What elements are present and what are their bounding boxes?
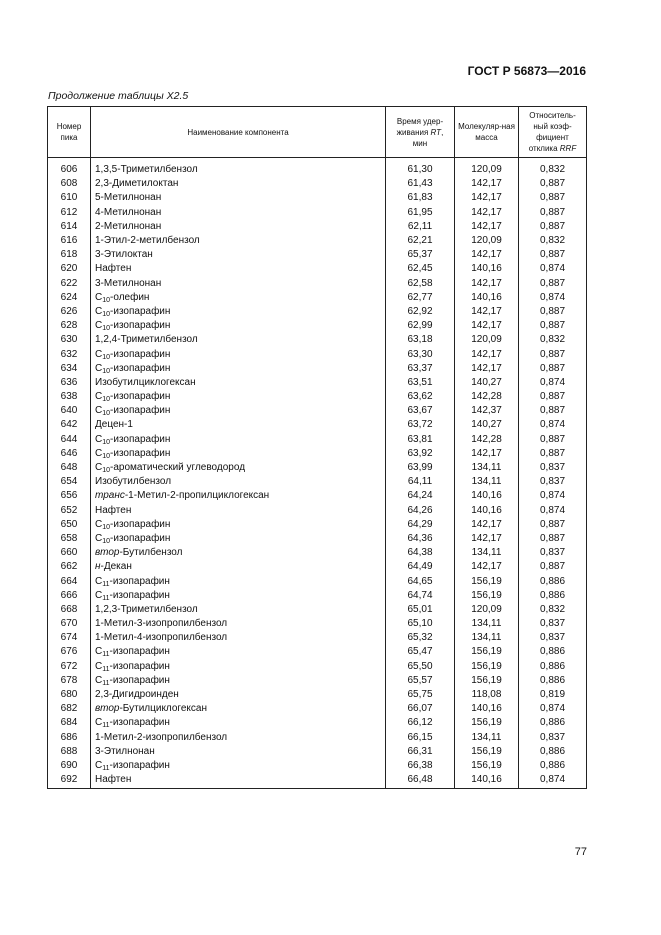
cell-rrf: 0,887 — [519, 518, 587, 532]
cell-retention-time: 63,37 — [386, 362, 455, 376]
cell-peak-number: 650 — [48, 518, 91, 532]
cell-component-name: 4-Метилнонан — [91, 206, 386, 220]
cell-component-name: 2-Метилнонан — [91, 220, 386, 234]
cell-retention-time: 62,92 — [386, 305, 455, 319]
cell-retention-time: 63,72 — [386, 418, 455, 432]
cell-rrf: 0,887 — [519, 248, 587, 262]
cell-rrf: 0,887 — [519, 560, 587, 574]
components-table — [47, 106, 587, 789]
cell-component-name: $C_{10}$-изопарафин — [91, 319, 386, 333]
cell-molar-mass: 134,11 — [455, 546, 519, 560]
cell-rrf: 0,832 — [519, 333, 587, 347]
table-row — [48, 702, 587, 716]
table-row — [48, 177, 587, 191]
table-row — [48, 191, 587, 205]
cell-molar-mass: 142,17 — [455, 277, 519, 291]
cell-rrf: 0,886 — [519, 716, 587, 730]
cell-retention-time: 62,45 — [386, 262, 455, 276]
table-row — [48, 362, 587, 376]
cell-rrf: 0,832 — [519, 603, 587, 617]
cell-retention-time: 65,47 — [386, 645, 455, 659]
cell-molar-mass: 120,09 — [455, 158, 519, 178]
cell-molar-mass: 134,11 — [455, 617, 519, 631]
cell-retention-time: 62,21 — [386, 234, 455, 248]
cell-molar-mass: 140,16 — [455, 291, 519, 305]
cell-molar-mass: 142,37 — [455, 404, 519, 418]
table-row — [48, 447, 587, 461]
cell-peak-number: 668 — [48, 603, 91, 617]
cell-retention-time: 64,38 — [386, 546, 455, 560]
cell-component-name: 1-Метил-4-изопропилбензол — [91, 631, 386, 645]
cell-component-name: $C_{10}$-изопарафин — [91, 532, 386, 546]
cell-molar-mass: 120,09 — [455, 333, 519, 347]
cell-component-name: $C_{10}$-изопарафин — [91, 518, 386, 532]
table-row — [48, 504, 587, 518]
cell-molar-mass: 156,19 — [455, 674, 519, 688]
table-header-row — [48, 107, 587, 158]
cell-component-name: 3-Этилнонан — [91, 745, 386, 759]
cell-peak-number: 648 — [48, 461, 91, 475]
cell-component-name: Децен-1 — [91, 418, 386, 432]
table-row — [48, 773, 587, 789]
cell-component-name: 3-Метилнонан — [91, 277, 386, 291]
cell-rrf: 0,887 — [519, 191, 587, 205]
cell-component-name: 1,3,5-Триметилбензол — [91, 158, 386, 178]
cell-rrf: 0,874 — [519, 773, 587, 789]
cell-peak-number: 610 — [48, 191, 91, 205]
cell-component-name: $C_{10}$-олефин — [91, 291, 386, 305]
table-row — [48, 546, 587, 560]
cell-component-name: $C_{10}$-изопарафин — [91, 447, 386, 461]
cell-peak-number: 680 — [48, 688, 91, 702]
cell-retention-time: 65,32 — [386, 631, 455, 645]
cell-retention-time: 63,51 — [386, 376, 455, 390]
table-row — [48, 158, 587, 178]
cell-retention-time: 61,30 — [386, 158, 455, 178]
cell-rrf: 0,887 — [519, 220, 587, 234]
cell-peak-number: 670 — [48, 617, 91, 631]
table-row — [48, 589, 587, 603]
cell-component-name: $C_{10}$-изопарафин — [91, 305, 386, 319]
cell-molar-mass: 142,17 — [455, 206, 519, 220]
table-row — [48, 645, 587, 659]
cell-component-name: $C_{11}$-изопарафин — [91, 759, 386, 773]
cell-retention-time: 66,15 — [386, 731, 455, 745]
cell-molar-mass: 156,19 — [455, 589, 519, 603]
cell-peak-number: 640 — [48, 404, 91, 418]
table-row — [48, 674, 587, 688]
table-row — [48, 574, 587, 588]
table-row — [48, 404, 587, 418]
table-row — [48, 234, 587, 248]
table-row — [48, 660, 587, 674]
table-row — [48, 206, 587, 220]
table-row — [48, 716, 587, 730]
cell-rrf: 0,886 — [519, 660, 587, 674]
cell-peak-number: 638 — [48, 390, 91, 404]
cell-component-name: 1-Метил-2-изопропилбензол — [91, 731, 386, 745]
cell-rrf: 0,837 — [519, 631, 587, 645]
cell-molar-mass: 120,09 — [455, 603, 519, 617]
cell-rrf: 0,837 — [519, 475, 587, 489]
table-row — [48, 418, 587, 432]
cell-peak-number: 626 — [48, 305, 91, 319]
cell-retention-time: 66,38 — [386, 759, 455, 773]
cell-peak-number: 690 — [48, 759, 91, 773]
cell-molar-mass: 140,27 — [455, 376, 519, 390]
cell-retention-time: 63,92 — [386, 447, 455, 461]
cell-rrf: 0,887 — [519, 532, 587, 546]
page-number: 77 — [574, 846, 587, 858]
cell-molar-mass: 142,17 — [455, 447, 519, 461]
cell-retention-time: 64,74 — [386, 589, 455, 603]
cell-rrf: 0,887 — [519, 177, 587, 191]
cell-molar-mass: 120,09 — [455, 234, 519, 248]
cell-component-name: $C_{11}$-изопарафин — [91, 645, 386, 659]
cell-molar-mass: 142,17 — [455, 220, 519, 234]
cell-component-name: $C_{11}$-изопарафин — [91, 574, 386, 588]
cell-peak-number: 634 — [48, 362, 91, 376]
cell-retention-time: 65,37 — [386, 248, 455, 262]
table-row — [48, 248, 587, 262]
cell-peak-number: 624 — [48, 291, 91, 305]
cell-peak-number: 658 — [48, 532, 91, 546]
cell-rrf: 0,887 — [519, 319, 587, 333]
table-row — [48, 617, 587, 631]
table-caption: Продолжение таблицы X2.5 — [48, 90, 189, 102]
cell-component-name: 1-Метил-3-изопропилбензол — [91, 617, 386, 631]
cell-component-name: $C_{11}$-изопарафин — [91, 660, 386, 674]
cell-peak-number: 630 — [48, 333, 91, 347]
cell-rrf: 0,886 — [519, 645, 587, 659]
cell-molar-mass: 156,19 — [455, 759, 519, 773]
cell-retention-time: 64,49 — [386, 560, 455, 574]
cell-rrf: 0,887 — [519, 347, 587, 361]
cell-retention-time: 64,36 — [386, 532, 455, 546]
cell-component-name: 1,2,3-Триметилбензол — [91, 603, 386, 617]
cell-peak-number: 672 — [48, 660, 91, 674]
cell-molar-mass: 156,19 — [455, 745, 519, 759]
cell-molar-mass: 156,19 — [455, 660, 519, 674]
table-row — [48, 759, 587, 773]
cell-rrf: 0,886 — [519, 589, 587, 603]
table-row — [48, 376, 587, 390]
table-row — [48, 262, 587, 276]
cell-molar-mass: 142,17 — [455, 191, 519, 205]
cell-component-name: 2,3-Диметилоктан — [91, 177, 386, 191]
cell-retention-time: 66,31 — [386, 745, 455, 759]
cell-rrf: 0,819 — [519, 688, 587, 702]
cell-peak-number: 666 — [48, 589, 91, 603]
cell-molar-mass: 140,16 — [455, 702, 519, 716]
cell-component-name: 1-Этил-2-метилбензол — [91, 234, 386, 248]
cell-molar-mass: 134,11 — [455, 475, 519, 489]
cell-molar-mass: 156,19 — [455, 574, 519, 588]
table-row — [48, 291, 587, 305]
cell-component-name: $C_{10}$-изопарафин — [91, 362, 386, 376]
cell-retention-time: 61,95 — [386, 206, 455, 220]
cell-molar-mass: 134,11 — [455, 461, 519, 475]
cell-peak-number: 616 — [48, 234, 91, 248]
cell-rrf: 0,887 — [519, 433, 587, 447]
cell-rrf: 0,874 — [519, 262, 587, 276]
table-row — [48, 305, 587, 319]
cell-peak-number: 682 — [48, 702, 91, 716]
table-row — [48, 532, 587, 546]
cell-peak-number: 614 — [48, 220, 91, 234]
cell-rrf: 0,837 — [519, 731, 587, 745]
cell-rrf: 0,887 — [519, 404, 587, 418]
cell-component-name: $C_{11}$-изопарафин — [91, 716, 386, 730]
cell-rrf: 0,874 — [519, 702, 587, 716]
cell-molar-mass: 134,11 — [455, 631, 519, 645]
cell-peak-number: 632 — [48, 347, 91, 361]
cell-peak-number: 684 — [48, 716, 91, 730]
cell-component-name: 1,2,4-Триметилбензол — [91, 333, 386, 347]
cell-rrf: 0,887 — [519, 447, 587, 461]
table-row — [48, 461, 587, 475]
cell-component-name: $C_{10}$-изопарафин — [91, 404, 386, 418]
cell-retention-time: 62,77 — [386, 291, 455, 305]
table-row — [48, 631, 587, 645]
cell-molar-mass: 142,17 — [455, 248, 519, 262]
cell-rrf: 0,886 — [519, 674, 587, 688]
table-row — [48, 731, 587, 745]
cell-rrf: 0,874 — [519, 489, 587, 503]
cell-molar-mass: 142,28 — [455, 433, 519, 447]
cell-component-name: $C_{10}$-изопарафин — [91, 390, 386, 404]
cell-molar-mass: 142,17 — [455, 347, 519, 361]
cell-rrf: 0,887 — [519, 305, 587, 319]
table-row — [48, 518, 587, 532]
cell-rrf: 0,886 — [519, 574, 587, 588]
cell-molar-mass: 142,17 — [455, 362, 519, 376]
cell-molar-mass: 140,16 — [455, 773, 519, 789]
table-row — [48, 475, 587, 489]
cell-peak-number: 642 — [48, 418, 91, 432]
cell-rrf: 0,874 — [519, 291, 587, 305]
cell-retention-time: 63,99 — [386, 461, 455, 475]
table-row — [48, 560, 587, 574]
cell-rrf: 0,837 — [519, 617, 587, 631]
cell-peak-number: 606 — [48, 158, 91, 178]
cell-component-name: втор-Бутилбензол — [91, 546, 386, 560]
cell-molar-mass: 142,17 — [455, 319, 519, 333]
cell-retention-time: 64,26 — [386, 504, 455, 518]
table-body — [48, 158, 587, 789]
cell-molar-mass: 140,16 — [455, 504, 519, 518]
cell-molar-mass: 142,28 — [455, 390, 519, 404]
cell-peak-number: 660 — [48, 546, 91, 560]
header-peak-number: Номер пика — [48, 107, 91, 158]
cell-retention-time: 65,10 — [386, 617, 455, 631]
table-row — [48, 333, 587, 347]
cell-molar-mass: 156,19 — [455, 645, 519, 659]
cell-component-name: $C_{11}$-изопарафин — [91, 589, 386, 603]
cell-retention-time: 63,30 — [386, 347, 455, 361]
cell-rrf: 0,837 — [519, 461, 587, 475]
cell-molar-mass: 118,08 — [455, 688, 519, 702]
cell-rrf: 0,874 — [519, 376, 587, 390]
cell-peak-number: 674 — [48, 631, 91, 645]
cell-rrf: 0,887 — [519, 206, 587, 220]
cell-peak-number: 692 — [48, 773, 91, 789]
cell-retention-time: 63,67 — [386, 404, 455, 418]
cell-peak-number: 622 — [48, 277, 91, 291]
cell-component-name: Изобутилбензол — [91, 475, 386, 489]
cell-retention-time: 65,01 — [386, 603, 455, 617]
cell-rrf: 0,886 — [519, 745, 587, 759]
cell-retention-time: 65,50 — [386, 660, 455, 674]
cell-component-name: $C_{10}$-изопарафин — [91, 347, 386, 361]
cell-retention-time: 64,65 — [386, 574, 455, 588]
cell-peak-number: 662 — [48, 560, 91, 574]
cell-peak-number: 688 — [48, 745, 91, 759]
cell-rrf: 0,874 — [519, 504, 587, 518]
cell-component-name: Изобутилциклогексан — [91, 376, 386, 390]
cell-component-name: $C_{10}$-изопарафин — [91, 433, 386, 447]
cell-component-name: 3-Этилоктан — [91, 248, 386, 262]
cell-component-name: Нафтен — [91, 262, 386, 276]
cell-molar-mass: 140,16 — [455, 262, 519, 276]
cell-peak-number: 676 — [48, 645, 91, 659]
cell-retention-time: 66,48 — [386, 773, 455, 789]
cell-retention-time: 64,24 — [386, 489, 455, 503]
cell-retention-time: 62,11 — [386, 220, 455, 234]
cell-peak-number: 652 — [48, 504, 91, 518]
table-row — [48, 433, 587, 447]
cell-peak-number: 618 — [48, 248, 91, 262]
cell-rrf: 0,887 — [519, 277, 587, 291]
cell-peak-number: 612 — [48, 206, 91, 220]
cell-rrf: 0,886 — [519, 759, 587, 773]
cell-component-name: 2,3-Дигидроинден — [91, 688, 386, 702]
cell-component-name: н-Декан — [91, 560, 386, 574]
cell-peak-number: 664 — [48, 574, 91, 588]
cell-peak-number: 646 — [48, 447, 91, 461]
standard-number: ГОСТ Р 56873—2016 — [467, 64, 586, 78]
cell-molar-mass: 156,19 — [455, 716, 519, 730]
header-component-name: Наименование компонента — [91, 107, 386, 158]
cell-peak-number: 620 — [48, 262, 91, 276]
table-row — [48, 347, 587, 361]
cell-component-name: $C_{11}$-изопарафин — [91, 674, 386, 688]
cell-rrf: 0,837 — [519, 546, 587, 560]
cell-retention-time: 66,07 — [386, 702, 455, 716]
cell-retention-time: 64,29 — [386, 518, 455, 532]
cell-molar-mass: 142,17 — [455, 305, 519, 319]
cell-retention-time: 62,99 — [386, 319, 455, 333]
cell-rrf: 0,887 — [519, 362, 587, 376]
table-row — [48, 220, 587, 234]
cell-peak-number: 654 — [48, 475, 91, 489]
cell-peak-number: 644 — [48, 433, 91, 447]
cell-retention-time: 61,83 — [386, 191, 455, 205]
cell-component-name: 5-Метилнонан — [91, 191, 386, 205]
cell-molar-mass: 134,11 — [455, 731, 519, 745]
cell-rrf: 0,832 — [519, 234, 587, 248]
table-row — [48, 319, 587, 333]
cell-molar-mass: 142,17 — [455, 518, 519, 532]
cell-retention-time: 66,12 — [386, 716, 455, 730]
header-molar-mass: Молекуляр-ная масса — [455, 107, 519, 158]
cell-component-name: Нафтен — [91, 504, 386, 518]
cell-rrf: 0,874 — [519, 418, 587, 432]
table-row — [48, 745, 587, 759]
cell-molar-mass: 142,17 — [455, 532, 519, 546]
cell-peak-number: 628 — [48, 319, 91, 333]
header-retention-time: Время удер-живания RT, мин — [386, 107, 455, 158]
cell-molar-mass: 140,16 — [455, 489, 519, 503]
cell-peak-number: 656 — [48, 489, 91, 503]
cell-retention-time: 63,81 — [386, 433, 455, 447]
header-rrf: Относитель-ный коэф-фициент отклика RRF — [519, 107, 587, 158]
table-row — [48, 688, 587, 702]
cell-component-name: транс-1-Метил-2-пропилциклогексан — [91, 489, 386, 503]
cell-component-name: $C_{10}$-ароматический углеводород — [91, 461, 386, 475]
cell-retention-time: 65,75 — [386, 688, 455, 702]
cell-component-name: втор-Бутилциклогексан — [91, 702, 386, 716]
cell-retention-time: 64,11 — [386, 475, 455, 489]
cell-retention-time: 62,58 — [386, 277, 455, 291]
cell-molar-mass: 140,27 — [455, 418, 519, 432]
cell-peak-number: 678 — [48, 674, 91, 688]
table-row — [48, 603, 587, 617]
table-row — [48, 489, 587, 503]
table-row — [48, 390, 587, 404]
table-row — [48, 277, 587, 291]
cell-rrf: 0,887 — [519, 390, 587, 404]
cell-retention-time: 61,43 — [386, 177, 455, 191]
cell-retention-time: 63,62 — [386, 390, 455, 404]
cell-component-name: Нафтен — [91, 773, 386, 789]
cell-molar-mass: 142,17 — [455, 177, 519, 191]
cell-peak-number: 686 — [48, 731, 91, 745]
cell-retention-time: 65,57 — [386, 674, 455, 688]
cell-peak-number: 636 — [48, 376, 91, 390]
cell-retention-time: 63,18 — [386, 333, 455, 347]
cell-molar-mass: 142,17 — [455, 560, 519, 574]
cell-peak-number: 608 — [48, 177, 91, 191]
cell-rrf: 0,832 — [519, 158, 587, 178]
